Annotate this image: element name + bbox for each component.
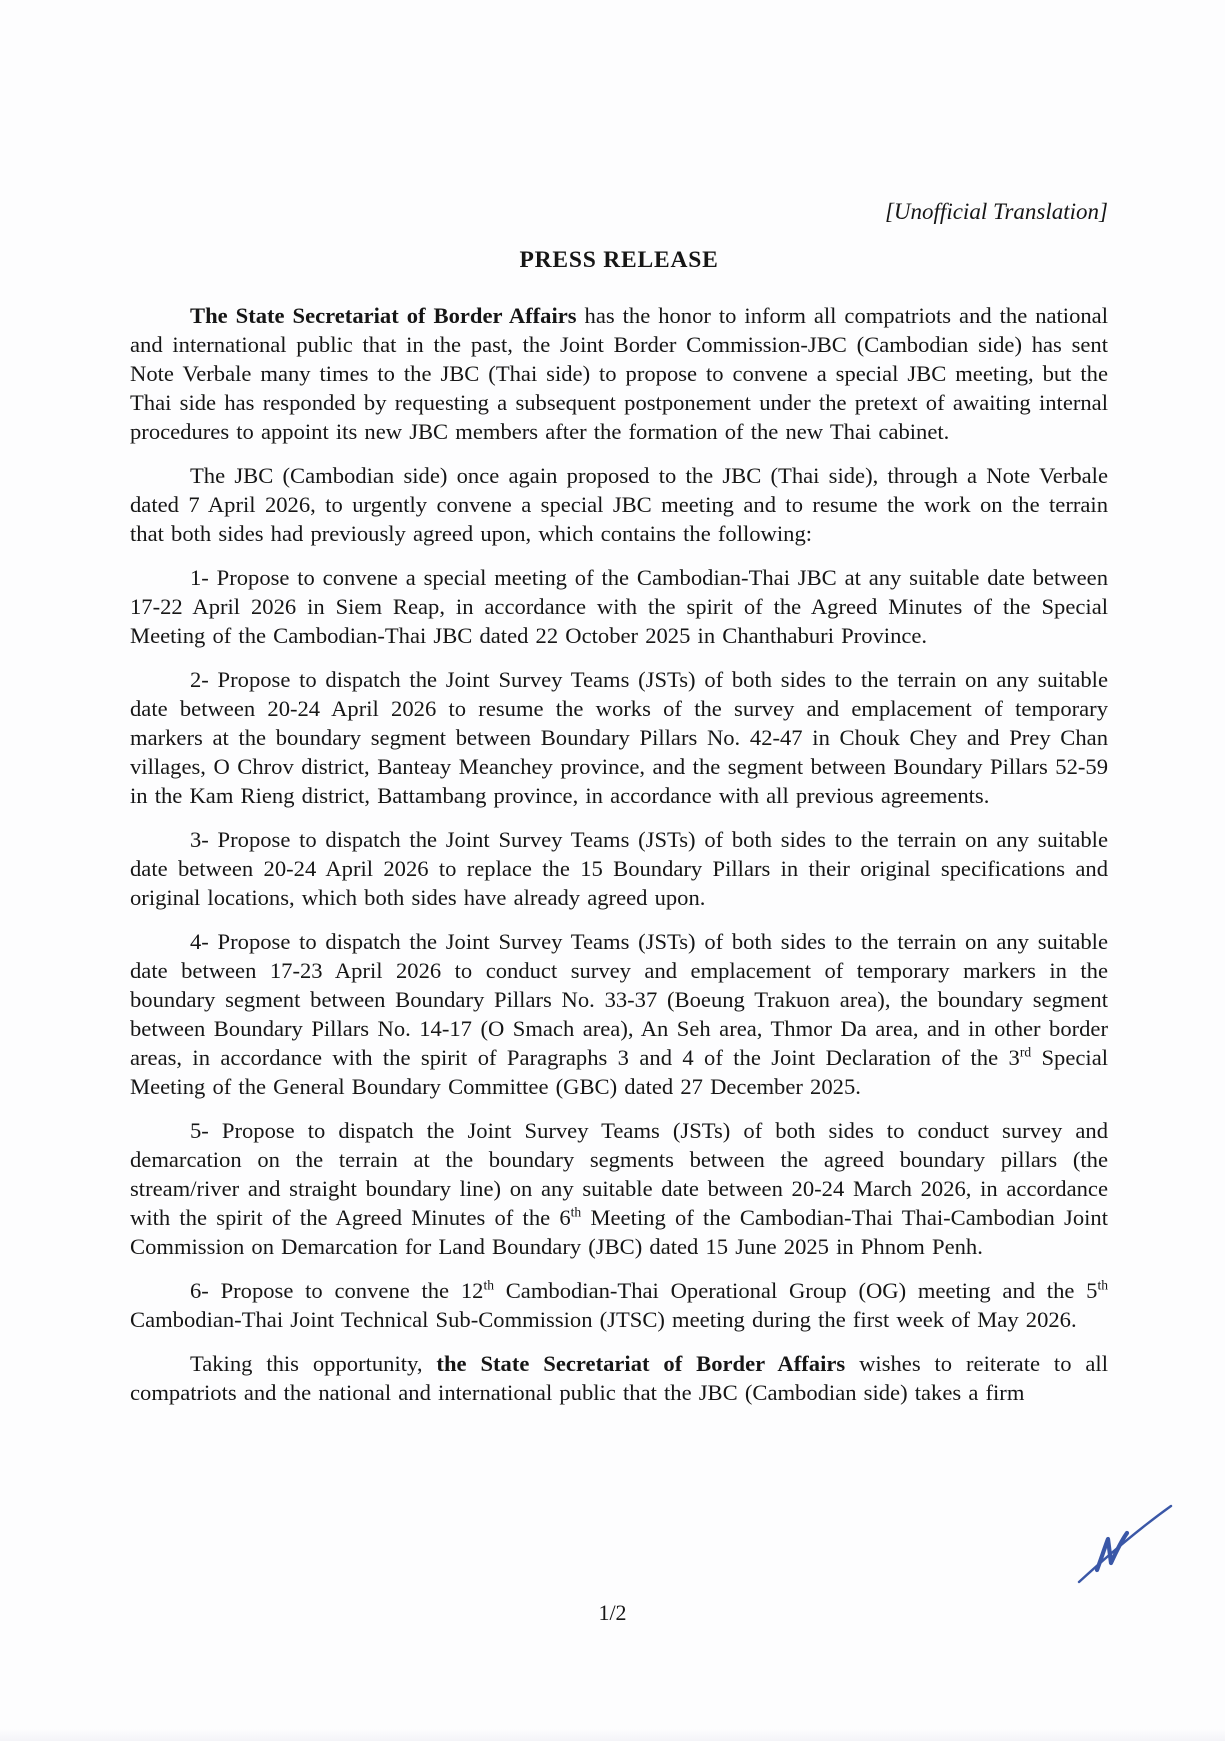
paragraph <box>130 301 1108 446</box>
text-segment: 6- Propose to convene the 12 <box>190 1278 484 1303</box>
superscript-segment: rd <box>1019 1044 1032 1060</box>
page-title: PRESS RELEASE <box>519 247 719 273</box>
signature-mark <box>1074 1502 1176 1592</box>
text-segment: 2- Propose to dispatch the Joint Survey Teams (JSTs) of both sides to the terrain on any suitable date between 20-24 April 2026 to resume the works of the survey and emplacement of temporary markers at the boundary segment between Boundary Pillars No. 42-47 in Chouk Chey and Prey Chan villages, O Chrov district, Banteay Meanchey province, and the segment between Boundary Pillars 52-59 in the Kam Rieng district, Battambang province, in accordance with all previous agreements. <box>130 667 1108 808</box>
document-body <box>130 301 1108 1407</box>
text-segment: Taking this opportunity, <box>190 1351 437 1376</box>
paragraph <box>130 461 1108 548</box>
text-segment: Meeting of the Cambodian-Thai Thai-Cambodian Joint Commission on Demarcation for Land Boundary (JBC) dated 15 June 2025 in Phnom Penh. <box>130 1205 1108 1259</box>
paragraph <box>130 927 1108 1101</box>
bold-text-segment: The State Secretariat of Border Affairs <box>190 303 577 328</box>
bold-text-segment: the State Secretariat of Border Affairs <box>436 1351 846 1376</box>
paragraph <box>130 563 1108 650</box>
text-segment: wishes to reiterate to all compatriots and the national and international public that the JBC (Cambodian side) takes a firm <box>130 1351 1108 1405</box>
text-segment: Cambodian-Thai Joint Technical Sub-Commission (JTSC) meeting during the first week of May 2026. <box>130 1307 1077 1332</box>
text-segment: 3- Propose to dispatch the Joint Survey Teams (JSTs) of both sides to the terrain on any suitable date between 20-24 April 2026 to replace the 15 Boundary Pillars in their original specifications and original locations, which both sides have already agreed upon. <box>130 827 1108 910</box>
pen-stroke-swoosh <box>1079 1506 1171 1582</box>
paragraph <box>130 665 1108 810</box>
text-segment: has the honor to inform all compatriots and the national and international public that in the past, the Joint Border Commission-JBC (Cambodian side) has sent Note Verbale many times to the JBC (Thai side) to propose to convene a special JBC meeting, but the Thai side has responded by requesting a subsequent postponement under the pretext of awaiting internal procedures to appoint its new JBC members after the formation of the new Thai cabinet. <box>130 303 1108 444</box>
scan-edge-shadow <box>0 1729 1225 1741</box>
paragraph <box>130 1349 1108 1407</box>
superscript-segment: th <box>483 1277 494 1293</box>
paragraph <box>130 1116 1108 1261</box>
paragraph <box>130 1276 1108 1334</box>
text-segment: 1- Propose to convene a special meeting of the Cambodian-Thai JBC at any suitable date between 17-22 April 2026 in Siem Reap, in accordance with the spirit of the Agreed Minutes of the Special Meeting of the Cambodian-Thai JBC dated 22 October 2025 in Chanthaburi Province. <box>130 565 1108 648</box>
document-content <box>130 197 1108 1422</box>
text-segment: Cambodian-Thai Operational Group (OG) meeting and the 5 <box>493 1278 1098 1303</box>
text-segment: Special Meeting of the General Boundary Committee (GBC) dated 27 December 2025. <box>130 1045 1108 1099</box>
translation-note: [Unofficial Translation] <box>884 199 1108 224</box>
paragraph <box>130 825 1108 912</box>
text-segment: 4- Propose to dispatch the Joint Survey Teams (JSTs) of both sides to the terrain on any suitable date between 17-23 April 2026 to conduct survey and emplacement of temporary markers in the boundary segment between Boundary Pillars No. 33-37 (Boeung Trakuon area), the boundary segment between Boundary Pillars No. 14-17 (O Smach area), An Seh area, Thmor Da area, and in other border areas, in accordance with the spirit of Paragraphs 3 and 4 of the Joint Declaration of the 3 <box>130 929 1108 1070</box>
superscript-segment: th <box>570 1204 582 1220</box>
text-segment: 5- Propose to dispatch the Joint Survey Teams (JSTs) of both sides to conduct survey and demarcation on the terrain at the boundary segments between the agreed boundary pillars (the stream/river and straight boundary line) on any suitable date between 20-24 March 2026, in accordance with the spirit of the Agreed Minutes of the 6 <box>130 1118 1108 1230</box>
page-number: 1/2 <box>598 1600 627 1625</box>
text-segment: The JBC (Cambodian side) once again proposed to the JBC (Thai side), through a Note Verbale dated 7 April 2026, to urgently convene a special JBC meeting and to resume the work on the terrain that both sides had previously agreed upon, which contains the following: <box>130 463 1108 546</box>
superscript-segment: th <box>1097 1277 1109 1293</box>
